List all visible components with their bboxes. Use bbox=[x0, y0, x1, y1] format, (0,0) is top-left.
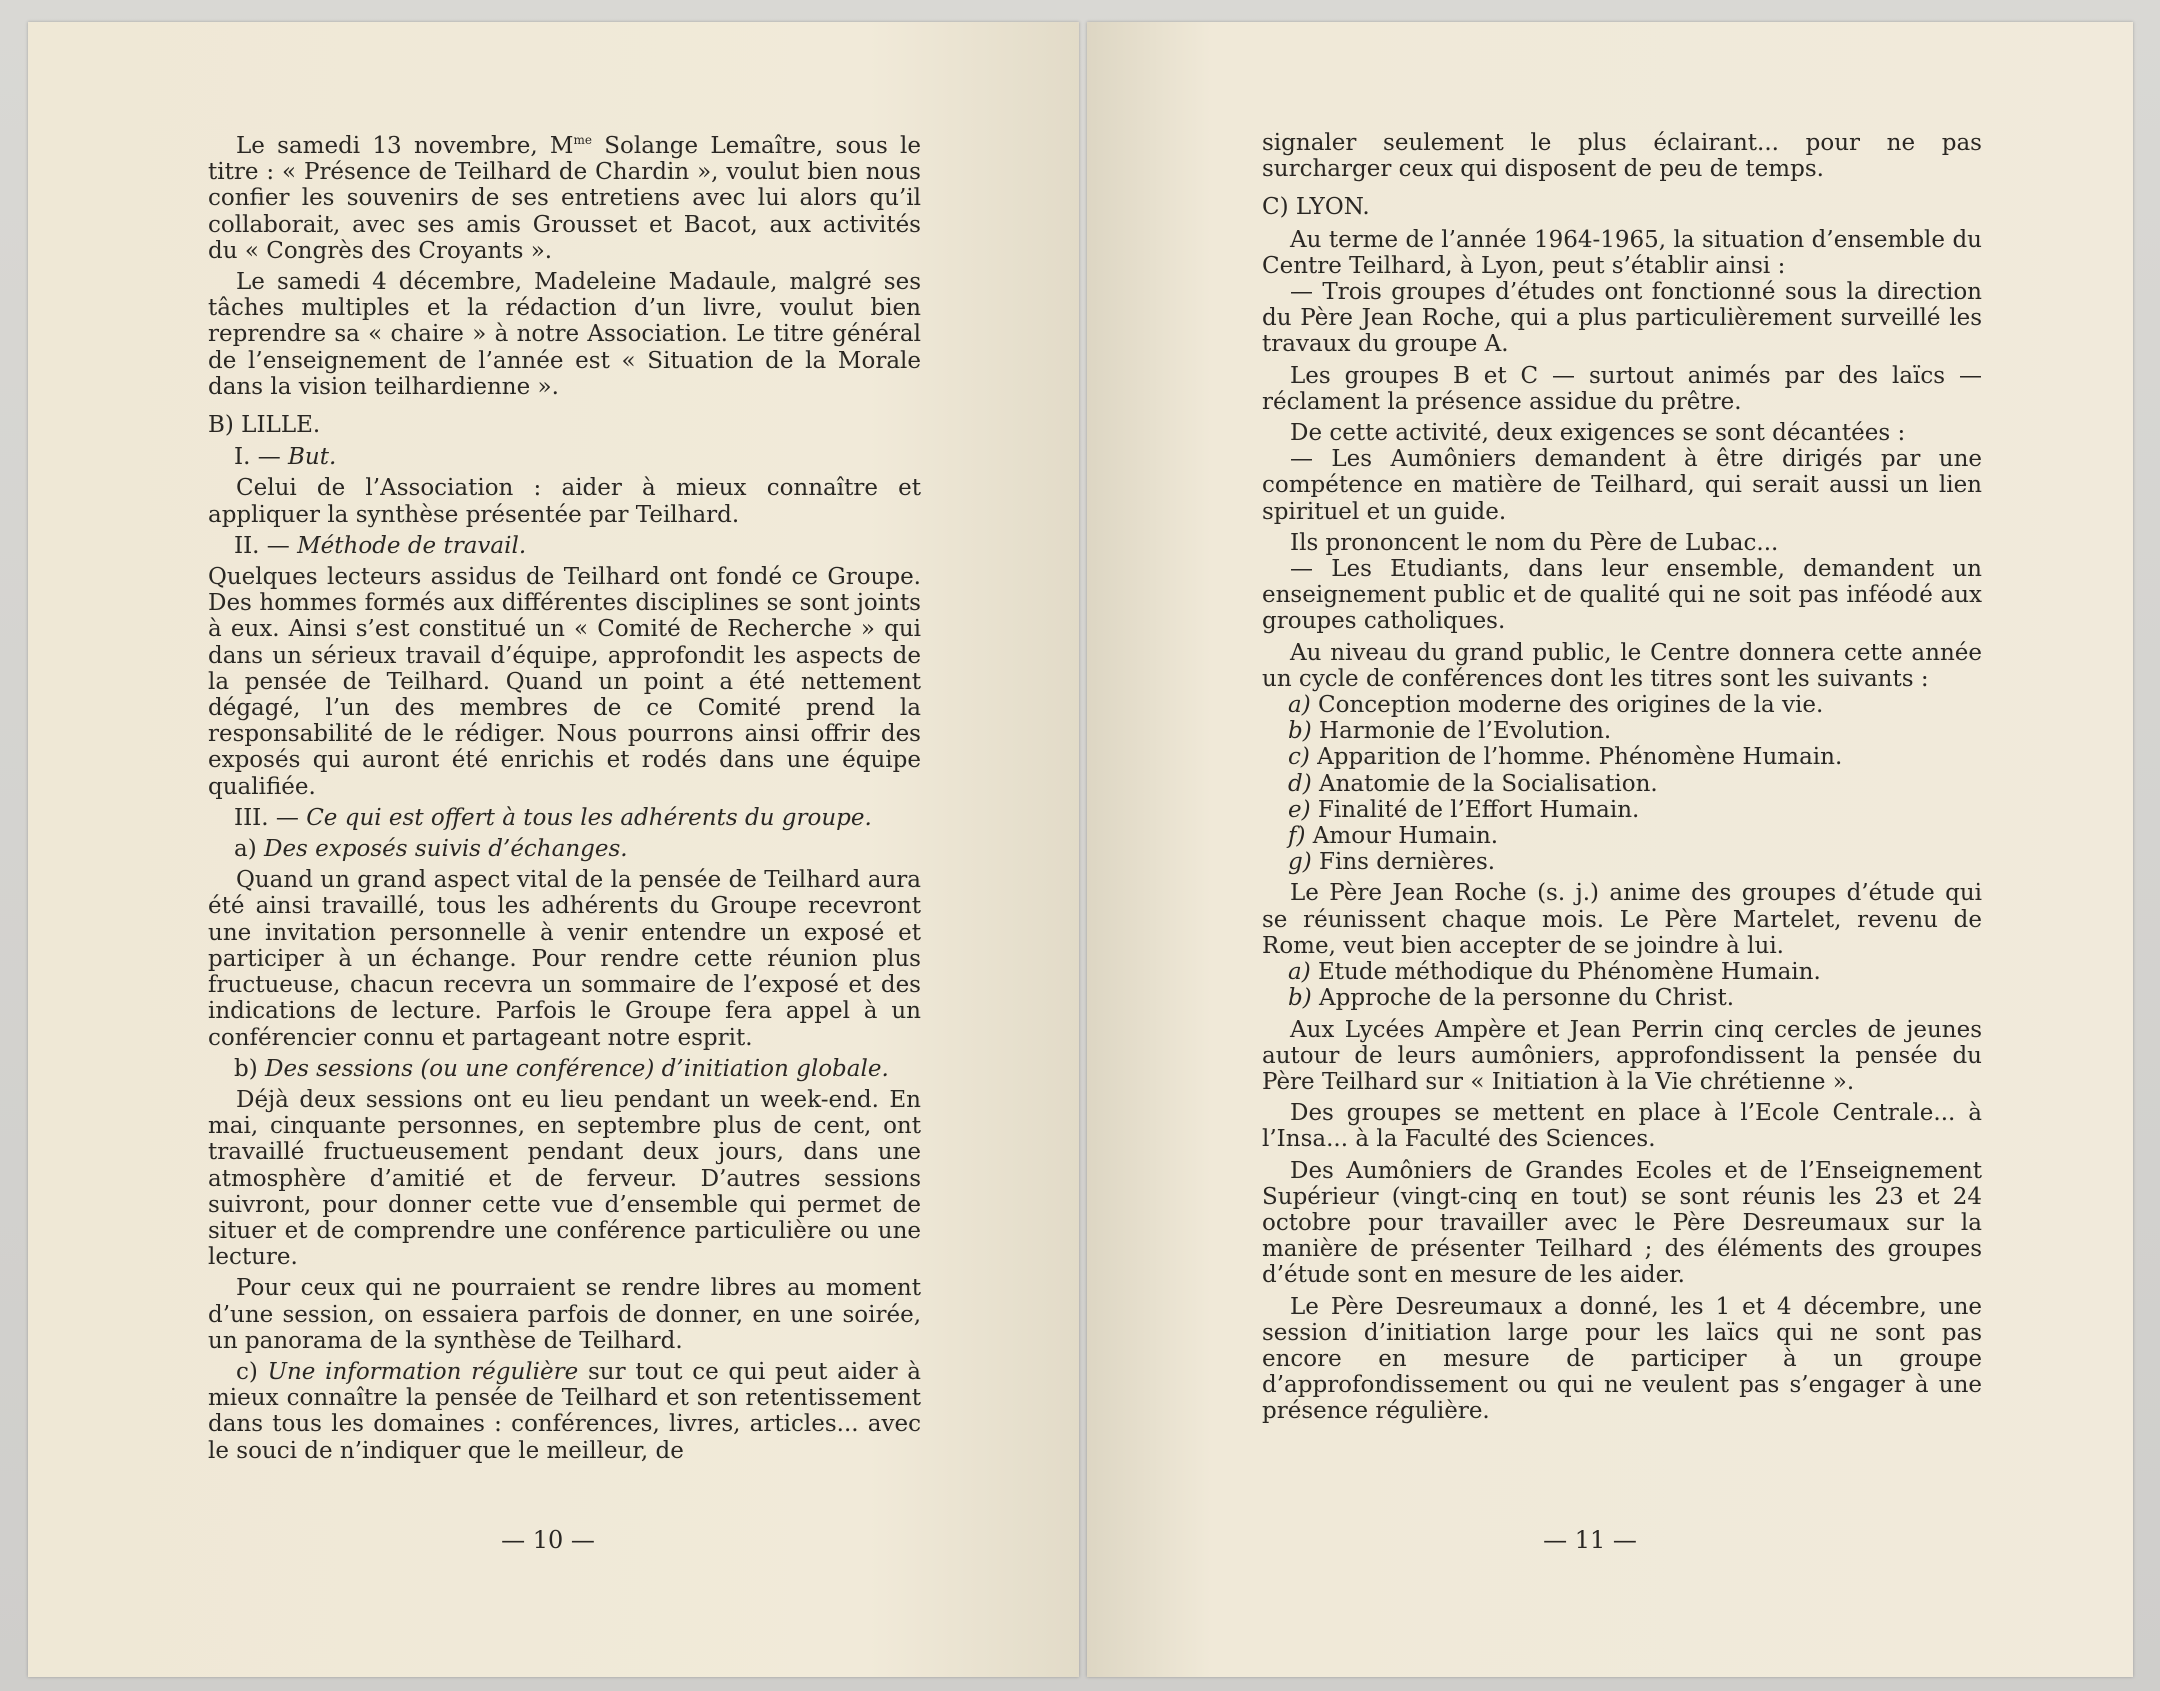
subheading: b) Des sessions (ou une conférence) d’initiation globale. bbox=[234, 1055, 889, 1082]
subheading: I. — But. bbox=[234, 444, 337, 471]
conference-list bbox=[1262, 692, 1982, 875]
paragraph: signaler seulement le plus éclairant... pour ne pas surcharger ceux qui disposent de peu de temps. bbox=[1262, 130, 1982, 183]
paragraph: Des Aumôniers de Grandes Ecoles et de l’Enseignement Supérieur (vingt-cinq en tout) se sont réunis les 23 et 24 octobre pour travailler avec le Père Desreumaux sur la manière de présenter Teilhard ; des éléments des groupes d’étude sont en mesure de les aider. bbox=[1262, 1157, 1982, 1289]
page-number: — 10 — bbox=[501, 1526, 595, 1554]
paragraph: Le Père Jean Roche (s. j.) anime des groupes d’étude qui se réunissent chaque mois. Le Père Martelet, revenu de Rome, veut bien accepter de se joindre à lui. bbox=[1262, 880, 1982, 959]
left-page bbox=[28, 22, 1079, 1677]
list-item: g) Fins dernières. bbox=[1288, 849, 1496, 876]
paragraph: — Les Etudiants, dans leur ensemble, demandent un enseignement public et de qualité qui ne soit pas inféodé aux groupes catholiques. bbox=[1262, 556, 1982, 635]
left-page-text bbox=[208, 127, 921, 1469]
superscript: me bbox=[573, 133, 592, 147]
paragraph: Quelques lecteurs assidus de Teilhard ont fondé ce Groupe. Des hommes formés aux différentes disciplines se sont joints à eux. Ainsi s’est constitué un « Comité de Recherche » qui dans un sérieux travail d’équipe, approfondit les aspects de la pensée de Teilhard. Quand un point a été nettement dégagé, l’un des membres de ce Comité prend la responsabilité de le rédiger. Nous pourrons ainsi offrir des exposés qui auront été enrichis et rodés dans une équipe qualifiée. bbox=[208, 564, 921, 800]
paragraph: Aux Lycées Ampère et Jean Perrin cinq cercles de jeunes autour de leurs aumôniers, approfondissent la pensée du Père Teilhard sur « Initiation à la Vie chrétienne ». bbox=[1262, 1016, 1982, 1095]
list-item: a) Conception moderne des origines de la vie. bbox=[1288, 692, 1824, 719]
paragraph: Celui de l’Association : aider à mieux connaître et appliquer la synthèse présentée par Teilhard. bbox=[208, 475, 921, 528]
list-item: f) Amour Humain. bbox=[1288, 823, 1499, 850]
list-item: c) Apparition de l’homme. Phénomène Humain. bbox=[1288, 744, 1843, 771]
subheading: III. — Ce qui est offert à tous les adhérents du groupe. bbox=[234, 804, 872, 831]
paragraph: Le samedi 13 novembre, $M^{me}$ Solange Lemaître, sous le titre : « Présence de Teilhard de Chardin », voulut bien nous confier les souvenirs de ses entretiens avec lui alors qu’il collaborait, avec ses amis Grousset et Bacot, aux activités du « Congrès des Croyants ». bbox=[208, 133, 921, 264]
paragraph: Au niveau du grand public, le Centre donnera cette année un cycle de conférences dont les titres sont les suivants : bbox=[1262, 639, 1982, 692]
right-page-text bbox=[1262, 130, 1982, 1430]
list-item: d) Anatomie de la Socialisation. bbox=[1288, 770, 1658, 797]
paragraph: Pour ceux qui ne pourraient se rendre libres au moment d’une session, on essaiera parfois de donner, en une soirée, un panorama de la synthèse de Teilhard. bbox=[208, 1275, 921, 1354]
list-item: b) Approche de la personne du Christ. bbox=[1288, 985, 1735, 1012]
paragraph: — Les Aumôniers demandent à être dirigés par une compétence en matière de Teilhard, qui serait aussi un lien spirituel et un guide. bbox=[1262, 446, 1982, 525]
section-heading-lille: B) LILLE. bbox=[208, 412, 321, 439]
paragraph: Quand un grand aspect vital de la pensée de Teilhard aura été ainsi travaillé, tous les adhérents du Groupe recevront une invitation personnelle à venir entendre un exposé et participer à un échange. Pour rendre cette réunion plus fructueuse, chacun recevra un sommaire de l’exposé et des indications de lecture. Parfois le Groupe fera appel à un conférencier connu et partageant notre esprit. bbox=[208, 867, 921, 1051]
section-heading-lyon: C) LYON. bbox=[1262, 194, 1370, 221]
list-item: e) Finalité de l’Effort Humain. bbox=[1288, 796, 1640, 823]
list-item: a) Etude méthodique du Phénomène Humain. bbox=[1288, 959, 1821, 986]
paragraph: De cette activité, deux exigences se sont décantées : bbox=[1290, 420, 1906, 447]
paragraph: Ils prononcent le nom du Père de Lubac... bbox=[1290, 529, 1779, 556]
list-item: b) Harmonie de l’Evolution. bbox=[1288, 718, 1612, 745]
paragraph: — Trois groupes d’études ont fonctionné sous la direction du Père Jean Roche, qui a plus particulièrement surveillé les travaux du groupe A. bbox=[1262, 279, 1982, 358]
study-list bbox=[1262, 959, 1982, 1011]
right-page bbox=[1087, 22, 2133, 1677]
paragraph: Déjà deux sessions ont eu lieu pendant un week-end. En mai, cinquante personnes, en septembre plus de cent, ont travaillé fructueusement pendant deux jours, dans une atmosphère d’amitié et de ferveur. D’autres sessions suivront, pour donner cette vue d’ensemble qui permet de situer et de comprendre une conférence particulière ou une lecture. bbox=[208, 1086, 921, 1271]
subheading: II. — Méthode de travail. bbox=[234, 532, 527, 559]
subheading: a) Des exposés suivis d’échanges. bbox=[234, 836, 628, 863]
paragraph: c) Une information régulière sur tout ce qui peut aider à mieux connaître la pensée de Teilhard et son retentissement dans tous les domaines : conférences, livres, articles... avec le souci de n’indiquer que le meilleur, de bbox=[208, 1358, 921, 1464]
paragraph: Des groupes se mettent en place à l’Ecole Centrale... à l’Insa... à la Faculté des Sciences. bbox=[1262, 1100, 1982, 1153]
paragraph: Le samedi 4 décembre, Madeleine Madaule, malgré ses tâches multiples et la rédaction d’un livre, voulut bien reprendre sa « chaire » à notre Association. Le titre général de l’enseignement de l’année est « Situation de la Morale dans la vision teilhardienne ». bbox=[208, 269, 921, 400]
paragraph: Au terme de l’année 1964-1965, la situation d’ensemble du Centre Teilhard, à Lyon, peut s’établir ainsi : bbox=[1262, 226, 1982, 279]
page-number: — 11 — bbox=[1543, 1526, 1637, 1554]
paragraph: Le Père Desreumaux a donné, les 1 et 4 décembre, une session d’initiation large pour les laïcs qui ne sont pas encore en mesure de participer à un groupe d’approfondissement ou qui ne veulent pas s’engager à une présence régulière. bbox=[1262, 1293, 1982, 1425]
paragraph: Les groupes B et C — surtout animés par des laïcs — réclament la présence assidue du prêtre. bbox=[1262, 362, 1982, 415]
